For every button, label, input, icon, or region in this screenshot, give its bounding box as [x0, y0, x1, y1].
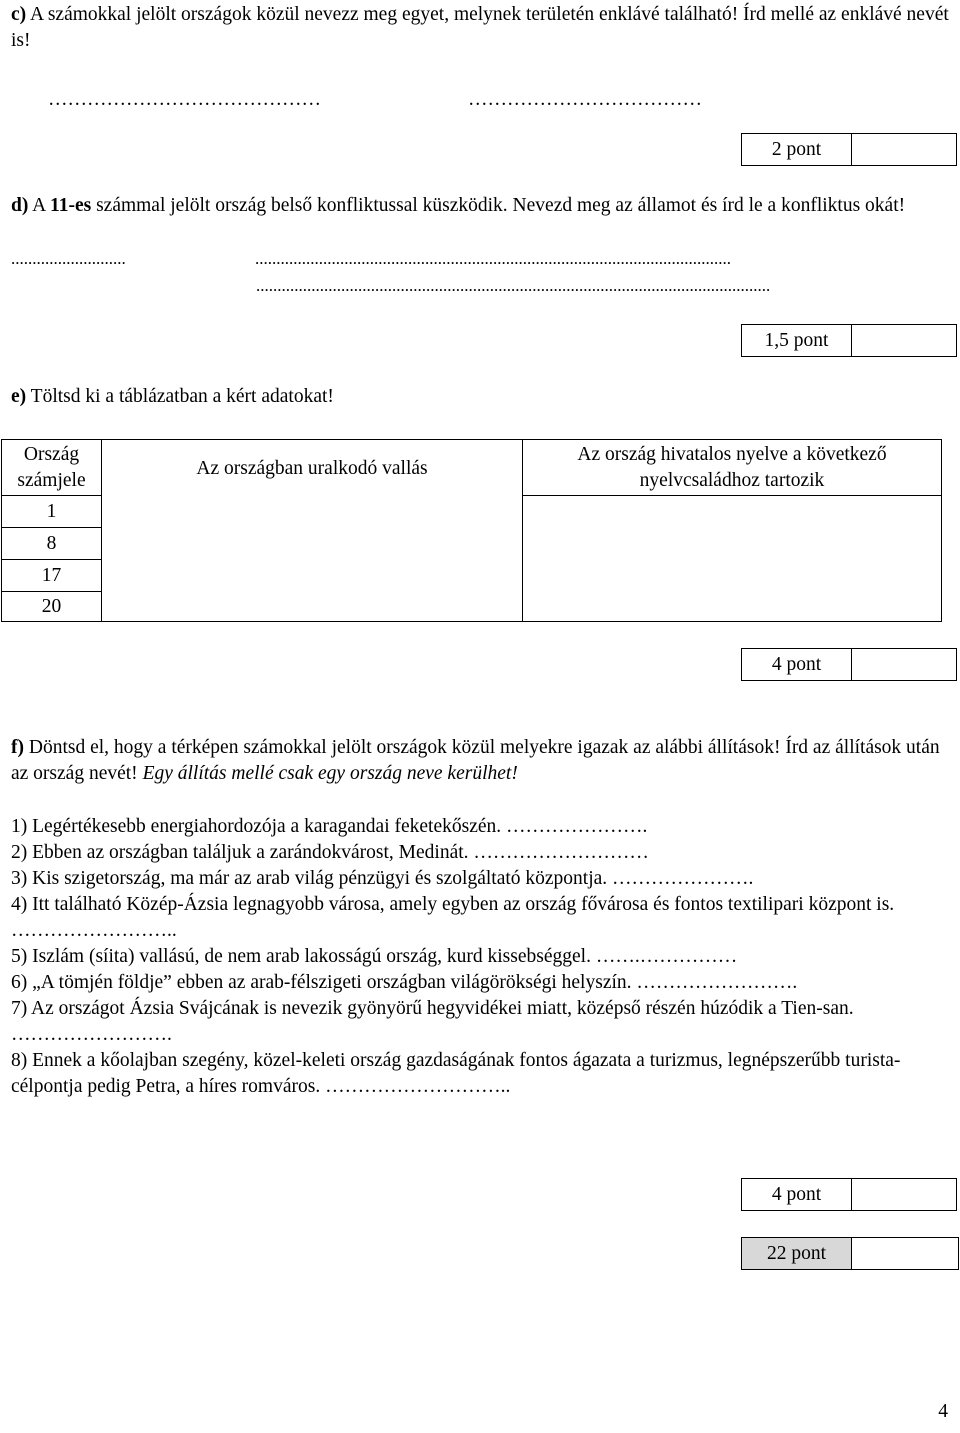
- question-f-note: Egy állítás mellé csak egy ország neve kerülhet!: [142, 763, 518, 784]
- table-header-row: [2, 440, 942, 496]
- statement-7: 7) Az országot Ázsia Svájcának is nevezik gyönyörű hegyvidékei miatt, középső részén húzódik a Tien-san. …………………….: [11, 998, 854, 1045]
- points-value-c: [852, 134, 956, 165]
- points-box-f: [741, 1178, 957, 1211]
- points-box-d: [741, 324, 957, 357]
- statement-5: 5) Iszlám (síita) vallású, de nem arab lakosságú ország, kurd kissebséggel. …….……………: [11, 946, 738, 967]
- answer-c-dots-right: ………………………………: [468, 89, 702, 110]
- header-country-code: Ország számjele: [2, 440, 102, 496]
- question-e-label: e): [11, 386, 27, 407]
- statement-8: 8) Ennek a kőolajban szegény, közel-keleti ország gazdaságának fontos ágazata a turizmus, legnépszerűbb turista-célpontja pedig Petra, a híres romváros. ………………………..: [11, 1050, 901, 1097]
- question-f-text: [11, 735, 951, 787]
- statement-1: 1) Legértékesebb energiahordozója a karagandai feketekőszén. ………………….: [11, 816, 648, 837]
- question-c-text: [11, 2, 951, 54]
- question-d-text: [11, 193, 951, 219]
- points-label-c: 2 pont: [742, 134, 852, 165]
- row-code-1: 1: [2, 496, 102, 528]
- question-f-label: f): [11, 737, 24, 758]
- total-points-label: 22 pont: [742, 1238, 852, 1269]
- question-c-label: c): [11, 4, 27, 25]
- points-value-d: [852, 325, 956, 356]
- answer-d-dots-2: ................................................................................................................: [255, 249, 731, 268]
- row-code-20: 20: [2, 592, 102, 622]
- statement-3: 3) Kis szigetország, ma már az arab világ pénzügyi és szolgáltató központja. ………………….: [11, 868, 754, 889]
- question-d-body: számmal jelölt ország belső konfliktussal küszködik. Nevezd meg az államot és írd le a konfliktus okát!: [91, 195, 906, 216]
- total-points-box: [741, 1237, 959, 1270]
- header-religion: Az országban uralkodó vallás: [102, 440, 523, 622]
- row-code-8: 8: [2, 528, 102, 560]
- points-label-f: 4 pont: [742, 1179, 852, 1210]
- points-box-c: [741, 133, 957, 166]
- page-number: 4: [938, 1401, 948, 1422]
- data-table: [1, 439, 942, 622]
- question-c-body: A számokkal jelölt országok közül nevezz meg egyet, melynek területén enklávé található! Írd mellé az enklávé nevét is!: [11, 4, 949, 51]
- question-f-body: Döntsd el, hogy a térképen számokkal jelölt országok közül melyekre igazak az alábbi állítások! Írd az állítások után az ország nevét!: [11, 737, 940, 784]
- answer-c-dots-left: ……………………………………: [48, 89, 321, 110]
- points-box-e: [741, 648, 957, 681]
- statement-2: 2) Ebben az országban találjuk a zarándokvárost, Medinát. ………………………: [11, 842, 649, 863]
- points-value-f: [852, 1179, 956, 1210]
- answer-d-dots-1: ...........................: [11, 249, 126, 268]
- question-e-body: Töltsd ki a táblázatban a kért adatokat!: [26, 386, 334, 407]
- statement-4: 4) Itt található Közép-Ázsia legnagyobb városa, amely egyben az ország fővárosa és fontos textilipari központ is. ……………………..: [11, 894, 895, 941]
- points-label-d: 1,5 pont: [742, 325, 852, 356]
- header-language-family: Az ország hivatalos nyelve a következő nyelvcsaládhoz tartozik: [523, 440, 942, 496]
- total-points-value: [852, 1238, 958, 1269]
- points-value-e: [852, 649, 956, 680]
- points-label-e: 4 pont: [742, 649, 852, 680]
- question-d-number: 11-es: [50, 195, 92, 216]
- language-answer-cell[interactable]: [523, 496, 942, 622]
- row-code-17: 17: [2, 560, 102, 592]
- question-d-pre: A: [28, 195, 51, 216]
- statement-6: 6) „A tömjén földje” ebben az arab-félszigeti országban világörökségi helyszín. …………………….: [11, 972, 798, 993]
- question-d-label: d): [11, 195, 29, 216]
- question-e-text: [11, 384, 951, 410]
- answer-d-dots-3: .........................................................................................................................: [256, 276, 771, 295]
